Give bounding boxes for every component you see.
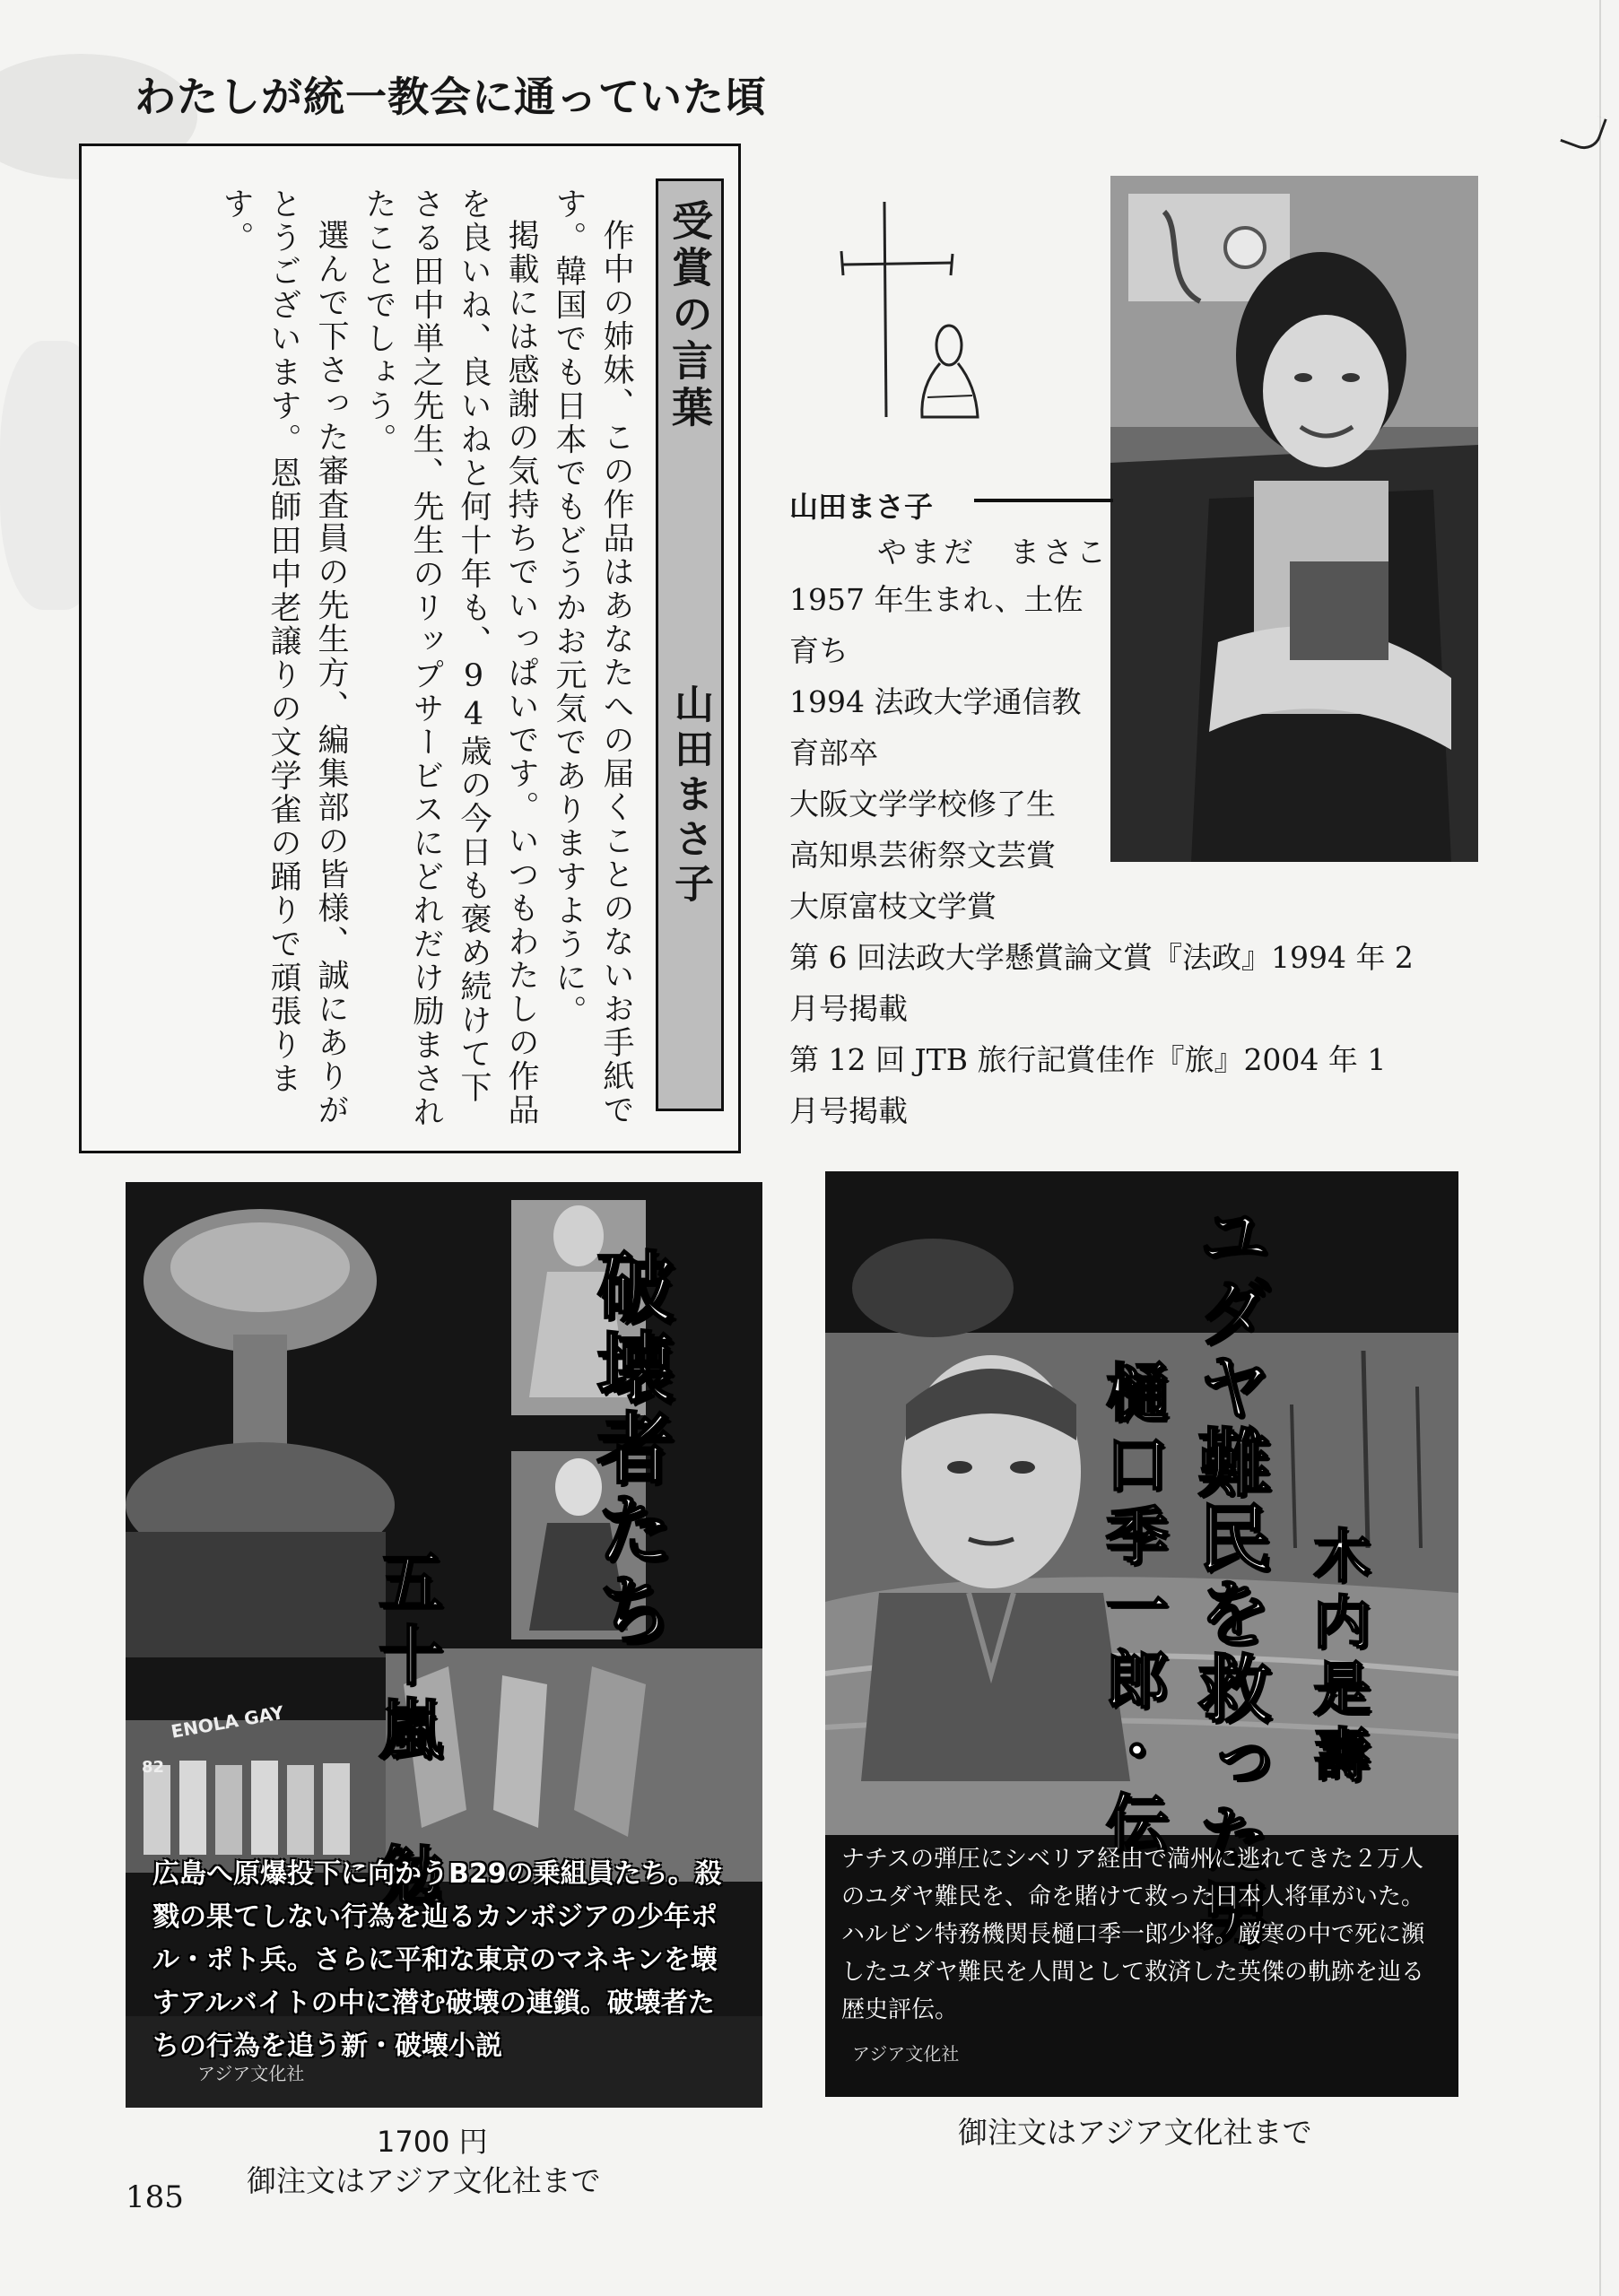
book2-publisher: アジア文化社 xyxy=(852,2043,960,2065)
page-number: 185 xyxy=(126,2179,184,2215)
award-author: 山田まさ子 xyxy=(667,683,713,908)
book1-blurb: 広島へ原爆投下に向かうB29の乗組員たち。殺戮の果てしない行為を辿るカンボジアの少年ポル・ポト兵。さらに平和な東京のマネキンを壊すアルバイトの中に潜む破壊の連鎖。破壊者たちの行為を追う新・破壊小説 xyxy=(152,1858,722,2062)
page-edge xyxy=(1599,0,1601,2296)
book2-author: 木内是壽 xyxy=(1303,1526,1371,1791)
book-cover-destroyers xyxy=(126,1182,762,2108)
bio-line: 1994 法政大学通信教 xyxy=(789,684,1082,719)
plane-number: 82 xyxy=(142,1758,165,1777)
book2-title: ユダヤ難民を救った男 xyxy=(1186,1198,1271,1952)
bio-line: 大原富枝文学賞 xyxy=(789,889,997,924)
profile-name-rule xyxy=(974,499,1113,502)
page-heading: わたしが統一教会に通っていた頃 xyxy=(135,73,767,121)
award-title: 受賞の言葉 xyxy=(666,199,714,432)
book2-subtitle: 樋口季一郎・伝 xyxy=(1095,1360,1170,1862)
bio-line: 第 6 回法政大学懸賞論文賞『法政』1994 年 2 xyxy=(789,940,1414,975)
book1-order-note: 御注文はアジア文化社まで xyxy=(247,2163,601,2198)
book1-price: 1700 円 xyxy=(377,2125,488,2159)
bio-line: 月号掲載 xyxy=(789,1093,908,1128)
award-paragraph: 掲載には感謝の気持ちでいっぱいです。いつもわたしの作品を良いね、良いねと何十年も、94歳の今日も褒め続けて下さる田中単之先生、先生のリップサービスにどれだけ励まされたことでしょう。 xyxy=(361,187,539,1129)
book-cover-higuchi xyxy=(825,1171,1458,2097)
bio-line: 第 12 回 JTB 旅行記賞佳作『旅』2004 年 1 xyxy=(789,1042,1387,1077)
award-paragraph: 作中の姉妹、この作品はあなたへの届くことのないお手紙です。韓国でも日本でもどうかお元気でありますように。 xyxy=(551,187,634,1127)
book1-title: 破壊者たち xyxy=(583,1247,673,1650)
profile-reading: やまだ まさこ xyxy=(877,535,1110,570)
bio-line: 育部卒 xyxy=(789,735,878,770)
book2-blurb: ナチスの弾圧にシベリア経由で満州に逃れてきた２万人のユダヤ難民を、命を賭けて救った日本人将軍がいた。ハルビン特務機関長樋口季一郎少将。厳寒の中で死に瀕したユダヤ難民を人間として救済した英傑の軌跡を辿る歴史評伝。 xyxy=(841,1846,1425,2023)
plane-nose-text: ENOLA GAY xyxy=(169,1701,286,1743)
bio-line: 高知県芸術祭文芸賞 xyxy=(789,838,1056,873)
cross-and-figure-doodle xyxy=(834,193,1014,435)
book1-author: 五十嵐 勉 xyxy=(368,1548,444,1916)
award-body xyxy=(212,187,640,1129)
profile-name: 山田まさ子 xyxy=(789,490,934,524)
bio-line: 1957 年生まれ、土佐 xyxy=(789,582,1084,617)
award-paragraph: 選んで下さった審査員の先生方、編集部の皆様、誠にありがとうございます。恩師田中老譲りの文学雀の踊りで頑張ります。 xyxy=(218,187,349,1127)
profile-bio xyxy=(789,574,1471,1136)
award-speech-box xyxy=(79,144,741,1153)
book2-order-note: 御注文はアジア文化社まで xyxy=(958,2115,1312,2150)
book1-publisher: アジア文化社 xyxy=(197,2063,305,2084)
bio-line: 大阪文学学校修了生 xyxy=(789,787,1056,822)
award-title-band xyxy=(656,178,724,1111)
bio-line: 月号掲載 xyxy=(789,991,908,1026)
bio-line: 育ち xyxy=(789,633,849,668)
